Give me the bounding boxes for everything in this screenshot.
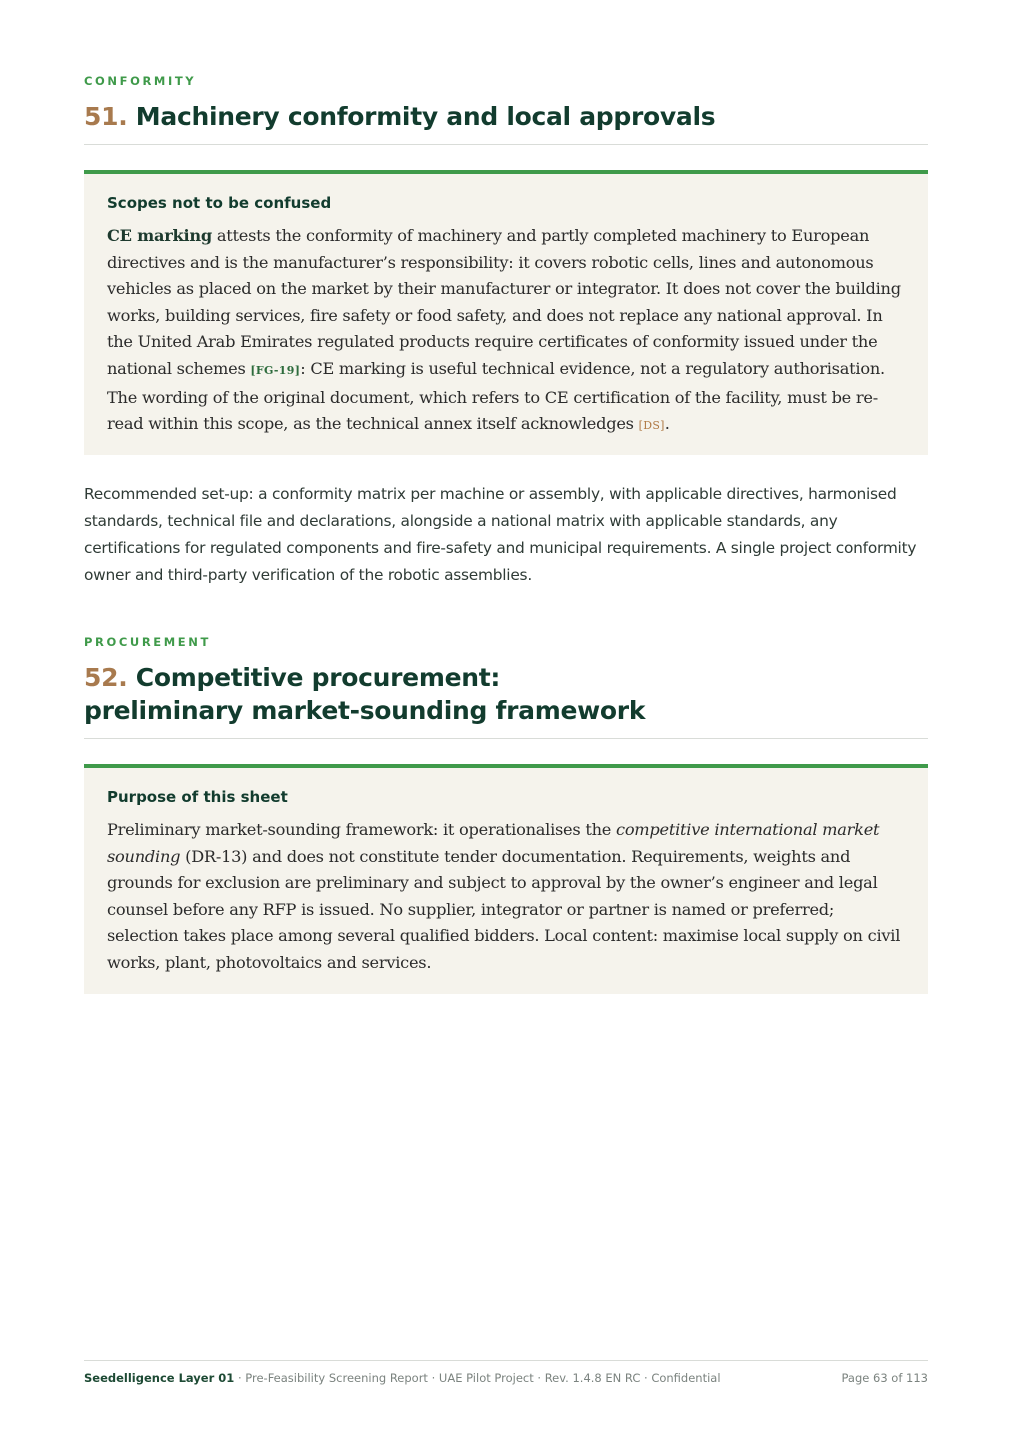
reference-tag: [FG-19] — [250, 363, 301, 377]
title-divider — [84, 738, 928, 739]
callout-text: (DR-13) and does not constitute tender documentation. Requirements, weights and grounds for exclusion are preliminary and subject to approval by the owner’s engineer and legal counsel before any RFP is issued. No supplier, integrator or partner is named or preferred; selection takes place among several qualified bidders. Local content: maximise local supply on civil works, plant, photovoltaics and services. — [107, 846, 901, 972]
section-title-line-1: Competitive procurement: — [135, 663, 501, 692]
section-title — [84, 661, 928, 727]
callout-body — [107, 817, 905, 977]
body-paragraph: Recommended set-up: a conformity matrix per machine or assembly, with applicable directives, harmonised standards, technical file and declarations, alongside a national matrix with applicable standards, any certifications for regulated components and fire-safety and municipal requirements. A single project conformity owner and third-party verification of the robotic assemblies. — [84, 485, 917, 584]
callout-lead: CE marking — [107, 226, 212, 245]
callout-text: Preliminary market-sounding framework: it operationalises the — [107, 820, 616, 839]
footer-meta: · Pre-Feasibility Screening Report · UAE Pilot Project · Rev. 1.4.8 EN RC · Confidential — [234, 1371, 721, 1385]
section-title — [84, 100, 928, 133]
footer-brand: Seedelligence Layer 01 — [84, 1371, 235, 1385]
callout-box — [84, 764, 928, 994]
section-number: 52. — [84, 663, 128, 692]
page-footer — [84, 1360, 928, 1385]
section-kicker: CONFORMITY — [84, 74, 197, 88]
section-51 — [84, 74, 928, 589]
footer-left — [84, 1371, 721, 1385]
callout-text: attests the conformity of machinery and partly completed machinery to European directives and is the manufacturer’s responsibility: it covers robotic cells, lines and autonomous vehicles as placed on the market by their manufacturer or integrator. It does not cover the building works, building services, fire safety or food safety, and does not replace any national approval. In the United Arab Emirates regulated products require certificates of conformity issued under the national schemes — [107, 226, 901, 378]
callout-text: : CE marking is useful technical evidence, not a regulatory authorisation. The wording of the original document, which refers to CE certification of the facility, must be re-read within this scope, as the technical annex itself acknowledges — [107, 358, 885, 434]
callout-title: Scopes not to be confused — [107, 194, 332, 212]
title-divider — [84, 144, 928, 145]
callout-body — [107, 223, 905, 440]
callout-box — [84, 170, 928, 455]
section-title-line-2: preliminary market-sounding framework — [84, 696, 646, 725]
callout-emphasis: competitive international market sounding — [107, 820, 880, 866]
callout-title: Purpose of this sheet — [107, 788, 288, 806]
section-kicker: PROCUREMENT — [84, 635, 211, 649]
page-number: Page 63 of 113 — [841, 1371, 928, 1385]
section-number: 51. — [84, 102, 128, 131]
reference-tag: [DS] — [638, 419, 665, 433]
section-52 — [84, 635, 928, 994]
callout-text: . — [664, 414, 670, 434]
section-title-text: Machinery conformity and local approvals — [135, 102, 716, 131]
